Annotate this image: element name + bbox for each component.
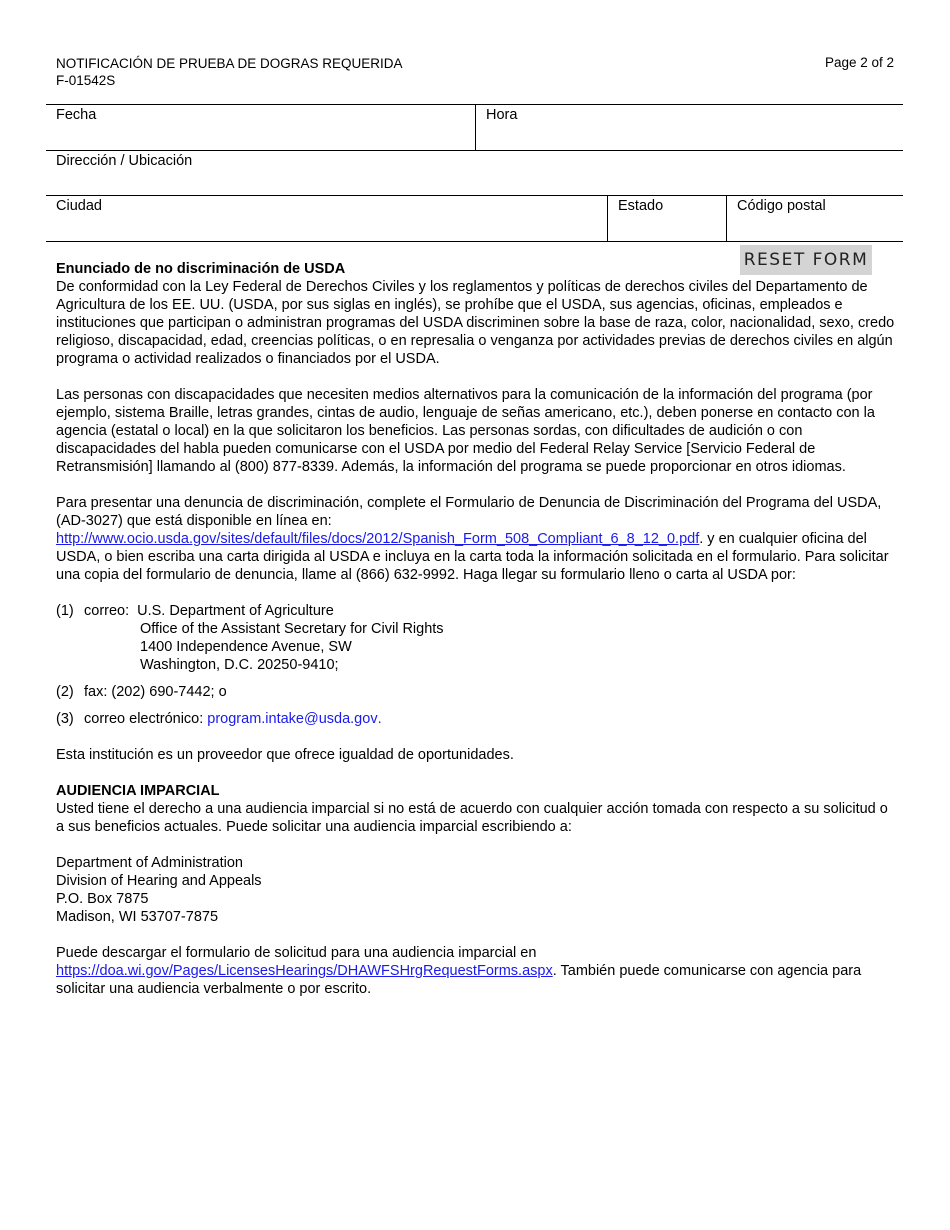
hearing-contact-text: . También puede comunicarse con agencia para solicitar una audiencia verbalmente o por escrito. [56,963,862,997]
hearing-address-line: Department of Administration [56,855,243,871]
hearing-address-line: Madison, WI 53707-7875 [56,909,219,925]
hearing-paragraph-1: Usted tiene el derecho a una audiencia imparcial si no está de acuerdo con cualquier acción tomada con respecto a su solicitud o a sus beneficios actuales. Puede solicitar una audiencia imparcial escribiendo a: [56,801,888,835]
hearing-address [56,854,896,926]
page-number: Page 2 of 2 [824,55,894,70]
nondiscrimination-paragraph-3 [56,494,896,584]
mail-address [56,620,896,674]
hearing-paragraph-2 [56,944,896,998]
mail-address-line: U.S. Department of Agriculture [137,603,334,619]
list-number: (3) [56,711,74,727]
hearing-heading: AUDIENCIA IMPARCIAL [56,783,220,799]
complaint-instructions: . y en cualquier oficina del USDA, o bien escriba una carta dirigida al USDA e incluya en la carta toda la información solicitada en el formulario. Para solicitar una copia del formulario de denuncia, llame al (866) 632-9992. Haga llegar su formulario lleno o carta al USDA por: [56,531,889,583]
nondiscrimination-paragraph-1: De conformidad con la Ley Federal de Derechos Civiles y los reglamentos y políticas de derechos civiles del Departamento de Agricultura de los EE. UU. (USDA, por sus siglas en inglés), se prohíbe que el USDA, sus agencias, oficinas, empleados e instituciones que participan o administran programas del USDA discriminen sobre la base de raza, color, nacionalidad, sexo, credo religioso, discapacidad, edad, creencias políticas, o en represalia o venganza por actividades previas de derechos civiles en algún programa o actividad realizados o financiados por el USDA. [56,279,895,367]
nondiscrimination-heading: Enunciado de no discriminación de USDA [56,261,346,277]
list-item [56,710,896,728]
address-row [46,150,903,196]
hearing-address-line: Division of Hearing and Appeals [56,873,262,889]
city-row [46,195,903,242]
nondiscrimination-paragraph-2: Las personas con discapacidades que necesiten medios alternativos para la comunicación de la información del programa (por ejemplo, sistema Braille, letras grandes, cintas de audio, lenguaje de señas americano, etc.), deben ponerse en contacto con la agencia (estatal o local) en la que solicitaron los beneficios. Las personas sordas, con dificultades de audición o con discapacidades del habla pueden comunicarse con el USDA por medio del Federal Relay Service [Servicio Federal de Retransmisión] llamando al (800) 877-8339. Además, la información del programa se puede proporcionar en otros idiomas. [56,387,875,475]
list-item [56,683,896,701]
mail-address-line: 1400 Independence Avenue, SW [140,639,352,655]
form-header [56,55,403,89]
email-period: . [377,711,382,727]
document-body [56,260,896,998]
hora-label: Hora [486,107,518,123]
codigo-postal-field[interactable] [726,196,903,241]
estado-field[interactable] [607,196,726,241]
email-label: correo electrónico: [84,711,204,727]
form-title: NOTIFICACIÓN DE PRUEBA DE DOGRAS REQUERIDA [56,56,403,71]
mail-address-line: Office of the Assistant Secretary for Civil Rights [140,621,444,637]
codigo-postal-label: Código postal [737,198,826,214]
mail-label: correo: [84,603,130,619]
date-time-row [46,104,903,151]
estado-label: Estado [618,198,664,214]
list-item [56,602,896,620]
hearing-download-text: Puede descargar el formulario de solicitud para una audiencia imparcial en [56,945,537,961]
complaint-intro: Para presentar una denuncia de discriminación, complete el Formulario de Denuncia de Discriminación del Programa del USDA, (AD-3027) que está disponible en línea en: [56,495,882,529]
form-id: F-01542S [56,73,116,88]
ciudad-field[interactable] [46,196,607,241]
fax-text: fax: (202) 690-7442; o [84,684,227,700]
equal-opportunity-statement: Esta institución es un proveedor que ofrece igualdad de oportunidades. [56,747,514,763]
list-number: (2) [56,684,74,700]
mail-address-line: Washington, D.C. 20250-9410; [140,657,339,673]
list-number: (1) [56,603,74,619]
direccion-label: Dirección / Ubicación [56,153,193,169]
complaint-form-link[interactable]: http://www.ocio.usda.gov/sites/default/files/docs/2012/Spanish_Form_508_Compliant_6_8_12_0.pdf [56,531,700,547]
email-address[interactable]: program.intake@usda.gov [207,711,378,727]
hora-field[interactable] [475,105,903,151]
hearing-address-line: P.O. Box 7875 [56,891,149,907]
reset-form-button[interactable]: RESET FORM [740,245,872,275]
hearing-request-link[interactable]: https://doa.wi.gov/Pages/LicensesHearings/DHAWFSHrgRequestForms.aspx [56,963,553,979]
fecha-field[interactable] [46,105,475,151]
fecha-label: Fecha [56,107,97,123]
ciudad-label: Ciudad [56,198,102,214]
direccion-field[interactable] [46,151,903,196]
